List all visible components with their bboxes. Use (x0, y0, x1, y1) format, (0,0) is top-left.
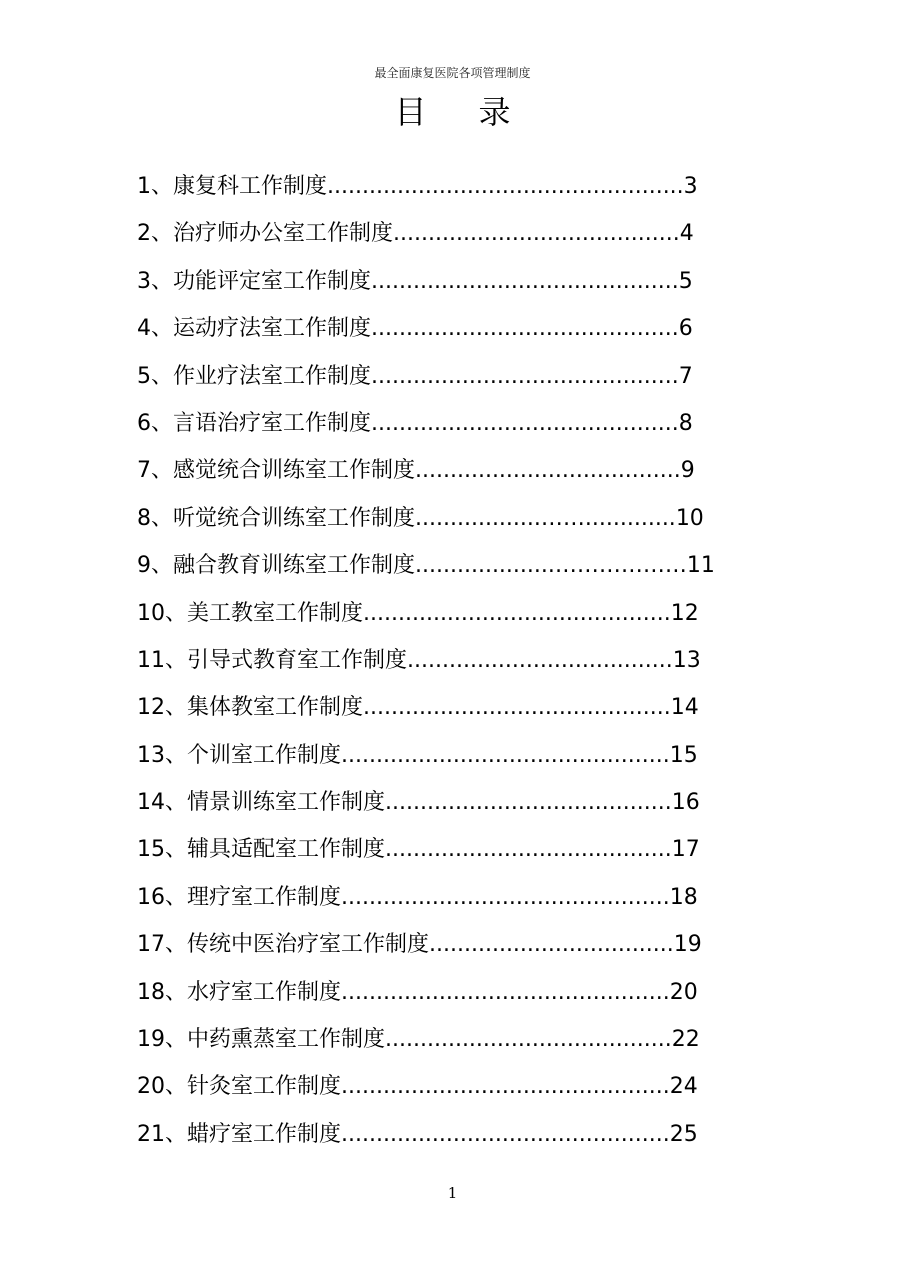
toc-entry[interactable] (137, 874, 737, 921)
toc-entry-number: 20、 (137, 1074, 187, 1100)
toc-entry-page: 13 (672, 647, 701, 673)
toc-entry[interactable] (137, 779, 737, 826)
toc-entry-number: 6、 (137, 410, 173, 436)
toc-entry[interactable] (137, 969, 737, 1016)
toc-entry-number: 2、 (137, 221, 173, 247)
toc-entry-title: 集体教室工作制度 (187, 695, 364, 721)
toc-entry-number: 16、 (137, 884, 187, 910)
toc-entry-leader: ............................................ (371, 363, 679, 389)
toc-entry-page: 9 (680, 458, 695, 484)
toc-entry-number: 9、 (137, 553, 173, 579)
toc-entry-page: 22 (671, 1027, 700, 1053)
toc-entry-page: 8 (678, 410, 693, 436)
toc-entry[interactable] (137, 1111, 737, 1158)
toc-entry-leader: ......................................... (385, 837, 672, 863)
toc-entry-number: 1、 (137, 174, 173, 199)
toc-entry-title: 治疗师办公室工作制度 (173, 221, 394, 247)
toc-entry-leader: ............................................ (371, 410, 679, 436)
page-number: 1 (447, 1184, 458, 1202)
toc-entry-page: 17 (671, 837, 700, 863)
toc-entry-title: 听觉统合训练室工作制度 (173, 505, 416, 531)
toc-entry-number: 13、 (137, 742, 187, 768)
toc-entry-number: 8、 (137, 505, 173, 531)
toc-entry[interactable] (137, 353, 737, 400)
toc-entry-page: 16 (671, 790, 700, 816)
toc-entry-page: 14 (670, 695, 699, 721)
toc-entry-number: 3、 (137, 268, 173, 294)
toc-entry-leader: ..................……............. (415, 505, 676, 531)
toc-entry-title: 康复科工作制度 (173, 174, 328, 199)
toc-entry[interactable] (137, 495, 737, 542)
toc-entry-title: 理疗室工作制度 (187, 884, 342, 910)
toc-entry-leader: ............................................ (363, 695, 671, 721)
toc-entry-leader: ............................................... (341, 1121, 670, 1147)
toc-entry-page: 25 (669, 1121, 698, 1147)
toc-entry-title: 功能评定室工作制度 (173, 268, 372, 294)
toc-entry-page: 5 (678, 268, 693, 294)
toc-entry-page: 12 (670, 600, 699, 626)
toc-entry-number: 11、 (137, 647, 187, 673)
toc-entry[interactable] (137, 258, 737, 305)
toc-entry-leader: ......................................... (393, 221, 680, 247)
toc-entry-leader: ................................................... (327, 174, 684, 199)
toc-entry-page: 19 (673, 932, 702, 958)
toc-entry[interactable] (137, 447, 737, 494)
toc-entry-page: 4 (679, 221, 694, 247)
toc-entry-title: 引导式教育室工作制度 (187, 647, 408, 673)
toc-entry-number: 14、 (137, 790, 187, 816)
toc-entry-page: 10 (675, 505, 704, 531)
toc-entry-leader: ......................................... (385, 790, 672, 816)
toc-entry-leader: ......................................... (385, 1027, 672, 1053)
toc-entry-title: 个训室工作制度 (187, 742, 342, 768)
page-title: 目录 (394, 93, 563, 131)
toc-entry-title: 传统中医治疗室工作制度 (187, 932, 430, 958)
toc-entry-leader: ................................... (429, 932, 674, 958)
toc-entry-number: 12、 (137, 695, 187, 721)
toc-entry-leader: ....................……………… (415, 553, 687, 579)
toc-entry-title: 言语治疗室工作制度 (173, 410, 372, 436)
toc-entry-leader: ............................................... (341, 1074, 670, 1100)
toc-entry-title: 辅具适配室工作制度 (187, 837, 386, 863)
table-of-contents (137, 163, 737, 1158)
toc-entry[interactable] (137, 684, 737, 731)
toc-entry[interactable] (137, 305, 737, 352)
toc-entry[interactable] (137, 732, 737, 779)
toc-entry-title: 运动疗法室工作制度 (173, 316, 372, 342)
toc-entry-leader: ............................................ (371, 268, 679, 294)
toc-entry[interactable] (137, 400, 737, 447)
toc-entry[interactable] (137, 210, 737, 257)
toc-entry[interactable] (137, 163, 737, 210)
toc-entry[interactable] (137, 637, 737, 684)
toc-entry-title: 融合教育训练室工作制度 (173, 553, 416, 579)
toc-entry-number: 19、 (137, 1027, 187, 1053)
toc-entry-number: 18、 (137, 979, 187, 1005)
toc-entry-title: 感觉统合训练室工作制度 (173, 458, 416, 484)
toc-entry-leader: ............................................... (341, 979, 670, 1005)
toc-entry-page: 7 (678, 363, 693, 389)
toc-entry-title: 情景训练室工作制度 (187, 790, 386, 816)
toc-entry-number: 4、 (137, 316, 173, 342)
toc-entry-title: 蜡疗室工作制度 (187, 1121, 342, 1147)
running-header: 最全面康复医院各项管理制度 (374, 66, 531, 80)
toc-entry-leader: ............................................ (371, 316, 679, 342)
toc-entry-number: 15、 (137, 837, 187, 863)
toc-entry-leader: ............................................... (341, 884, 670, 910)
toc-entry-number: 5、 (137, 363, 173, 389)
toc-entry-leader: ............................................... (341, 742, 670, 768)
toc-entry-page: 20 (669, 979, 698, 1005)
toc-entry-number: 10、 (137, 600, 187, 626)
toc-entry-page: 11 (686, 553, 715, 579)
toc-entry[interactable] (137, 1016, 737, 1063)
toc-entry[interactable] (137, 1063, 737, 1110)
toc-entry-leader: ...................................... (415, 458, 681, 484)
toc-entry-page: 18 (669, 884, 698, 910)
toc-entry[interactable] (137, 826, 737, 873)
toc-entry[interactable] (137, 921, 737, 968)
toc-entry-page: 6 (678, 316, 693, 342)
toc-entry-page: 15 (669, 742, 698, 768)
toc-entry-page: 24 (669, 1074, 698, 1100)
toc-entry-title: 美工教室工作制度 (187, 600, 364, 626)
toc-entry-number: 7、 (137, 458, 173, 484)
toc-entry-title: 作业疗法室工作制度 (173, 363, 372, 389)
toc-entry-title: 中药熏蒸室工作制度 (187, 1027, 386, 1053)
toc-entry-leader: ............................................ (363, 600, 671, 626)
toc-entry-number: 17、 (137, 932, 187, 958)
toc-entry-page: 3 (683, 174, 698, 199)
toc-entry-title: 针灸室工作制度 (187, 1074, 342, 1100)
toc-entry-title: 水疗室工作制度 (187, 979, 342, 1005)
toc-entry-leader: ...................................... (407, 647, 673, 673)
toc-entry[interactable] (137, 590, 737, 637)
toc-entry[interactable] (137, 542, 737, 589)
toc-entry-number: 21、 (137, 1121, 187, 1147)
